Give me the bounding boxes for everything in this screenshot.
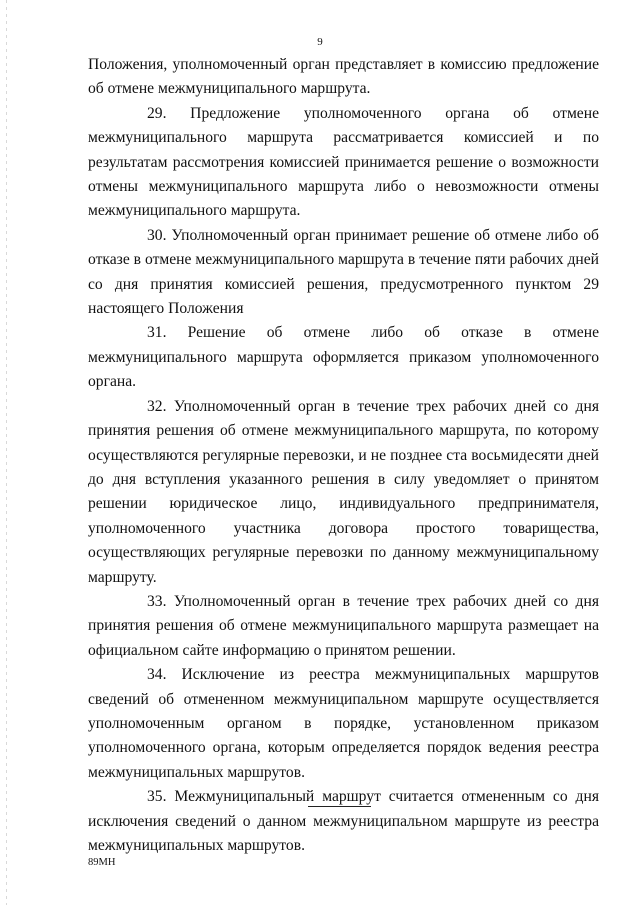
paragraph-item-31: 31. Решение об отмене либо об отказе в отмене межмуниципального маршрута оформляется приказом уполномоченного органа. <box>88 324 599 391</box>
paragraph-item-29: 29. Предложение уполномоченного органа об отмене межмуниципального маршрута рассматривается комиссией и по результатам рассмотрения комиссией принимается решение о возможности отмены межмуниципального маршрута либо о невозможности отмены межмуниципального маршрута. <box>88 104 599 220</box>
paragraph-item-30: 30. Уполномоченный орган принимает решение об отмене либо об отказе в отмене межмуниципального маршрута в течение пяти рабочих дней со дня принятия комиссией решения, предусмотренного пунктом 29 настоящего Положения <box>88 226 599 318</box>
document-code: 89МН <box>88 857 116 868</box>
document-body <box>88 53 599 858</box>
paragraph-item-32: 32. Уполномоченный орган в течение трех рабочих дней со дня принятия решения об отмене межмуниципального маршрута, по которому осуществляются регулярные перевозки, и не позднее ста восьмидесяти дней до дня вступления указанного решения в силу уведомляет о принятом решении юридическое лицо, индивидуального предпринимателя, уполномоченного участника договора простого товарищества, осуществляющих регулярные перевозки по данному межмуниципальному маршруту. <box>88 397 599 586</box>
paragraph-item-33: 33. Уполномоченный орган в течение трех рабочих дней со дня принятия решения об отмене межмуниципального маршрута размещает на официальном сайте информацию о принятом решении. <box>88 592 599 659</box>
paragraph-item-34: 34. Исключение из реестра межмуниципальных маршрутов сведений об отмененном межмуниципальном маршруте осуществляется уполномоченным органом в порядке, установленном приказом уполномоченного органа, которым определяется порядок ведения реестра межмуниципальных маршрутов. <box>88 666 599 781</box>
page-number: 9 <box>317 36 323 48</box>
paragraph-continuation: Положения, уполномоченный орган представляет в комиссию предложение об отмене межмуниципального маршрута. <box>88 56 599 98</box>
scan-margin-artifact <box>6 0 7 905</box>
paragraph-item-35: 35. Межмуниципальный маршрут считается отмененным со дня исключения сведений о данном межмуниципальном маршруте из реестра межмуниципальных маршрутов. <box>88 788 599 854</box>
end-of-text-rule <box>308 806 371 807</box>
